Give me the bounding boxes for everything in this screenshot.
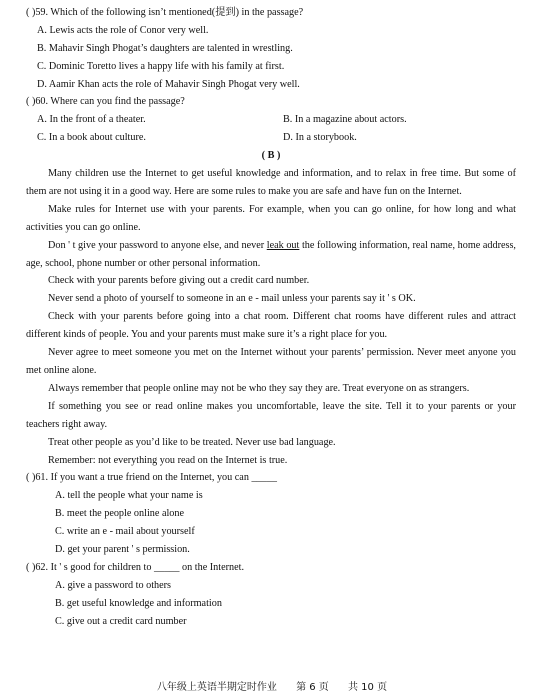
q61-option-b: B. meet the people online alone (55, 508, 185, 520)
footer-course-title: 八年级上英语半期定时作业 (156, 682, 277, 694)
passage-paragraph-11: Remember: not everything you read on the Internet is true. (48, 454, 288, 466)
passage-paragraph-3 (26, 237, 516, 273)
q60-option-b: B. In a magazine about actors. (283, 114, 407, 126)
q62-option-a: A. give a password to others (55, 579, 172, 591)
q60-options-row-1 (26, 111, 516, 129)
q60-option-a: A. In the front of a theater. (37, 114, 146, 126)
q62-option-c: C. give out a credit card number (55, 615, 187, 627)
page-footer (0, 679, 544, 697)
passage-paragraph-2: Make rules for Internet use with your parents. For example, when you can go online, for how long and what activities you can go online. (26, 203, 516, 233)
question-61-stem: ( )61. If you want a true friend on the Internet, you can _____ (26, 472, 277, 484)
q61-option-d: D. get your parent ' s permission. (55, 543, 190, 555)
q59-option-b: B. Mahavir Singh Phogat’s daughters are talented in wrestling. (37, 42, 293, 54)
q59-option-d: D. Aamir Khan acts the role of Mahavir Singh Phogat very well. (37, 78, 300, 90)
paragraph-3-before: Don ' t give your password to anyone else, and never (48, 239, 267, 251)
q59-option-a: A. Lewis acts the role of Conor very well. (37, 24, 209, 36)
passage-paragraph-10: Treat other people as you’d like to be treated. Never use bad language. (48, 436, 336, 448)
underlined-phrase: leak out (266, 239, 300, 251)
footer-total-pages: 共 10 页 (348, 682, 388, 694)
passage-paragraph-5: Never send a photo of yourself to someone in an e - mail unless your parents say it ' s OK. (48, 293, 416, 305)
question-62-stem: ( )62. It ' s good for children to _____ on the Internet. (26, 561, 244, 573)
footer-page-number: 第 6 页 (296, 682, 329, 694)
paragraph-3-after: the following information, real name, home address, age, school, phone number or other personal information. (26, 239, 516, 269)
q60-option-d: D. In a storybook. (283, 132, 357, 144)
section-label: ( B ) (261, 150, 281, 162)
passage-paragraph-4: Check with your parents before giving out a credit card number. (48, 275, 310, 287)
question-60-stem: ( )60. Where can you find the passage? (26, 96, 185, 108)
passage-paragraph-1: Many children use the Internet to get useful knowledge and information, and to relax in free time. But some of them are not using it in a good way. Here are some rules to make you are safe and have fun on the Internet. (26, 168, 516, 197)
q59-option-c: C. Dominic Toretto lives a happy life with his family at first. (37, 60, 285, 72)
q61-option-a: A. tell the people what your name is (55, 490, 203, 502)
q60-options-row-2 (26, 129, 516, 147)
passage-paragraph-7: Never agree to meet someone you met on the Internet without your parents’ permission. Never meet anyone you met online alone. (26, 347, 516, 376)
passage-paragraph-6: Check with your parents before going into a chat room. Different chat rooms have different rules and attract different kinds of people. You and your parents must make sure it’s a right place for you. (26, 311, 516, 341)
q62-option-b: B. get useful knowledge and information (55, 597, 222, 609)
q60-option-c: C. In a book about culture. (37, 132, 146, 144)
passage-paragraph-9: If something you see or read online makes you uncomfortable, leave the site. Tell it to your parents or your teachers right away. (26, 400, 516, 430)
q61-option-c: C. write an e - mail about yourself (55, 526, 195, 538)
passage-paragraph-8: Always remember that people online may not be who they say they are. Treat everyone on as strangers. (48, 382, 470, 394)
question-59-stem: ( )59. Which of the following isn’t mentioned(提到) in the passage? (26, 7, 304, 18)
